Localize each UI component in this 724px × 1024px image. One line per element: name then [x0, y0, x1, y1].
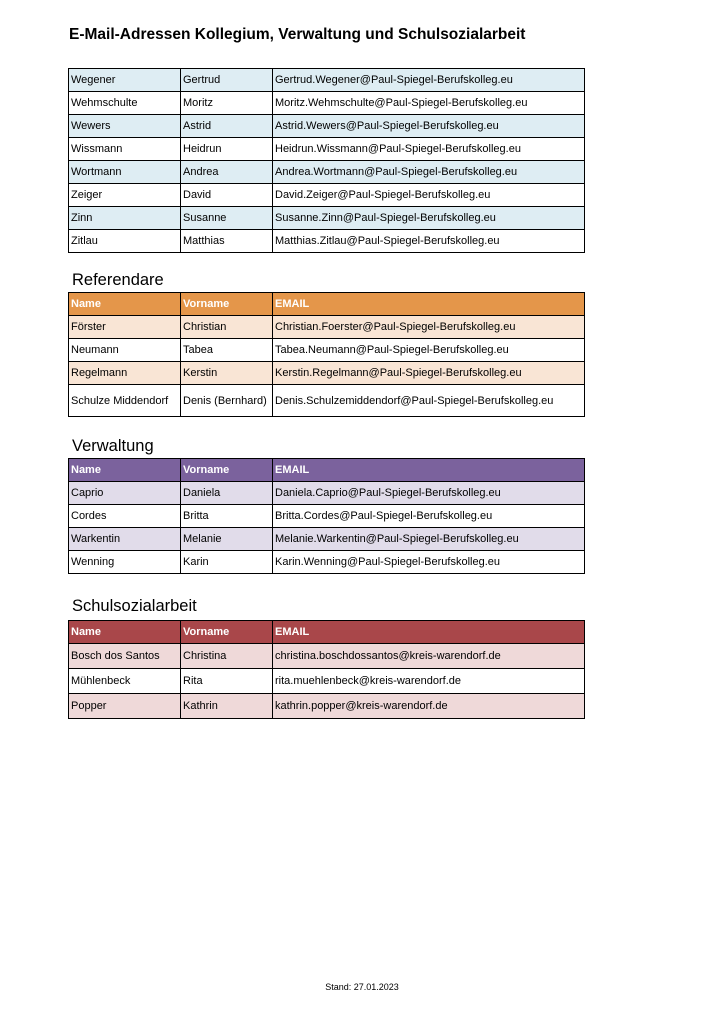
name-cell: Förster — [69, 316, 181, 339]
column-header-email: EMAIL — [273, 621, 585, 644]
referendare-table — [68, 292, 585, 417]
vorname-cell: David — [181, 184, 273, 207]
table-row — [69, 316, 585, 339]
name-cell: Wenning — [69, 551, 181, 574]
email-cell: Kerstin.Regelmann@Paul-Spiegel-Berufskolleg.eu — [273, 362, 585, 385]
table-row — [69, 339, 585, 362]
vorname-cell: Denis (Bernhard) — [181, 385, 273, 417]
name-cell: Caprio — [69, 482, 181, 505]
email-cell: Moritz.Wehmschulte@Paul-Spiegel-Berufskolleg.eu — [273, 92, 585, 115]
vorname-cell: Astrid — [181, 115, 273, 138]
email-cell: Denis.Schulzemiddendorf@Paul-Spiegel-Berufskolleg.eu — [273, 385, 585, 417]
column-header-vorname: Vorname — [181, 293, 273, 316]
table-row — [69, 115, 585, 138]
name-cell: Bosch dos Santos — [69, 644, 181, 669]
section-heading-referendare: Referendare — [72, 271, 164, 289]
column-header-vorname: Vorname — [181, 459, 273, 482]
name-cell: Zeiger — [69, 184, 181, 207]
table-row — [69, 230, 585, 253]
name-cell: Zitlau — [69, 230, 181, 253]
vorname-cell: Melanie — [181, 528, 273, 551]
email-cell: Gertrud.Wegener@Paul-Spiegel-Berufskolleg.eu — [273, 69, 585, 92]
table-header-row — [69, 293, 585, 316]
table-row — [69, 92, 585, 115]
section-heading-verwaltung: Verwaltung — [72, 437, 154, 455]
vorname-cell: Heidrun — [181, 138, 273, 161]
vorname-cell: Moritz — [181, 92, 273, 115]
name-cell: Wegener — [69, 69, 181, 92]
email-cell: Andrea.Wortmann@Paul-Spiegel-Berufskolleg.eu — [273, 161, 585, 184]
table-row — [69, 528, 585, 551]
column-header-name: Name — [69, 459, 181, 482]
email-cell: Astrid.Wewers@Paul-Spiegel-Berufskolleg.eu — [273, 115, 585, 138]
column-header-vorname: Vorname — [181, 621, 273, 644]
name-cell: Wortmann — [69, 161, 181, 184]
name-cell: Schulze Middendorf — [69, 385, 181, 417]
vorname-cell: Daniela — [181, 482, 273, 505]
name-cell: Zinn — [69, 207, 181, 230]
name-cell: Regelmann — [69, 362, 181, 385]
vorname-cell: Susanne — [181, 207, 273, 230]
table-row — [69, 207, 585, 230]
name-cell: Neumann — [69, 339, 181, 362]
name-cell: Popper — [69, 694, 181, 719]
vorname-cell: Christina — [181, 644, 273, 669]
page-title: E-Mail-Adressen Kollegium, Verwaltung und Schulsozialarbeit — [69, 26, 526, 43]
table-row — [69, 138, 585, 161]
vorname-cell: Gertrud — [181, 69, 273, 92]
email-cell: Heidrun.Wissmann@Paul-Spiegel-Berufskolleg.eu — [273, 138, 585, 161]
table-row — [69, 505, 585, 528]
section-heading-schulsozialarbeit: Schulsozialarbeit — [72, 597, 197, 615]
vorname-cell: Tabea — [181, 339, 273, 362]
email-cell: rita.muehlenbeck@kreis-warendorf.de — [273, 669, 585, 694]
name-cell: Wewers — [69, 115, 181, 138]
table-row — [69, 644, 585, 669]
table-header-row — [69, 621, 585, 644]
email-cell: Melanie.Warkentin@Paul-Spiegel-Berufskolleg.eu — [273, 528, 585, 551]
vorname-cell: Karin — [181, 551, 273, 574]
vorname-cell: Matthias — [181, 230, 273, 253]
column-header-name: Name — [69, 621, 181, 644]
email-cell: Britta.Cordes@Paul-Spiegel-Berufskolleg.eu — [273, 505, 585, 528]
name-cell: Warkentin — [69, 528, 181, 551]
column-header-email: EMAIL — [273, 459, 585, 482]
table-row — [69, 69, 585, 92]
table-row — [69, 694, 585, 719]
schulsozialarbeit-table — [68, 620, 585, 719]
kollegium-table — [68, 68, 585, 253]
table-row — [69, 184, 585, 207]
email-cell: Matthias.Zitlau@Paul-Spiegel-Berufskolleg.eu — [273, 230, 585, 253]
name-cell: Cordes — [69, 505, 181, 528]
name-cell: Wissmann — [69, 138, 181, 161]
name-cell: Mühlenbeck — [69, 669, 181, 694]
vorname-cell: Christian — [181, 316, 273, 339]
table-row — [69, 385, 585, 417]
vorname-cell: Rita — [181, 669, 273, 694]
vorname-cell: Kerstin — [181, 362, 273, 385]
email-cell: Karin.Wenning@Paul-Spiegel-Berufskolleg.eu — [273, 551, 585, 574]
email-cell: kathrin.popper@kreis-warendorf.de — [273, 694, 585, 719]
vorname-cell: Andrea — [181, 161, 273, 184]
email-cell: David.Zeiger@Paul-Spiegel-Berufskolleg.eu — [273, 184, 585, 207]
email-cell: christina.boschdossantos@kreis-warendorf.de — [273, 644, 585, 669]
email-cell: Christian.Foerster@Paul-Spiegel-Berufskolleg.eu — [273, 316, 585, 339]
verwaltung-table — [68, 458, 585, 574]
email-cell: Tabea.Neumann@Paul-Spiegel-Berufskolleg.eu — [273, 339, 585, 362]
kollegium-rows — [69, 69, 585, 253]
name-cell: Wehmschulte — [69, 92, 181, 115]
table-row — [69, 362, 585, 385]
vorname-cell: Britta — [181, 505, 273, 528]
table-row — [69, 551, 585, 574]
email-cell: Susanne.Zinn@Paul-Spiegel-Berufskolleg.eu — [273, 207, 585, 230]
table-header-row — [69, 459, 585, 482]
table-row — [69, 482, 585, 505]
table-row — [69, 669, 585, 694]
column-header-email: EMAIL — [273, 293, 585, 316]
email-cell: Daniela.Caprio@Paul-Spiegel-Berufskolleg.eu — [273, 482, 585, 505]
table-row — [69, 161, 585, 184]
column-header-name: Name — [69, 293, 181, 316]
vorname-cell: Kathrin — [181, 694, 273, 719]
footer-date: Stand: 27.01.2023 — [325, 982, 399, 992]
